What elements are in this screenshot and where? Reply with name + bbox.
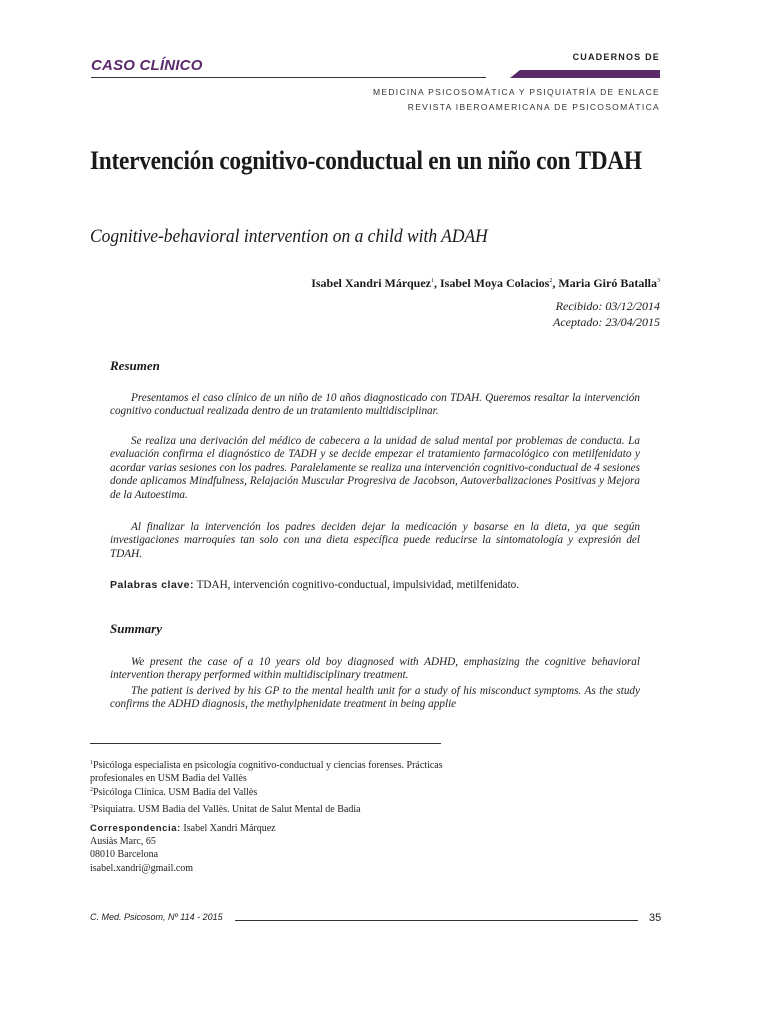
author-mark: 3 — [657, 278, 660, 284]
footnote-text: Psicóloga Clínica. USM Badia del Vallès — [93, 787, 258, 798]
keywords — [110, 579, 650, 591]
journal-subtitle-1: MEDICINA PSICOSOMÁTICA Y PSIQUIATRÍA DE ENLACE — [373, 87, 660, 97]
footer-citation: C. Med. Psicosom, Nº 114 - 2015 — [90, 912, 223, 922]
footer-divider — [235, 920, 638, 921]
footnote-mark: 3 — [90, 804, 93, 810]
correspondence — [90, 822, 276, 875]
abstract-paragraph: Al finalizar la intervención los padres deciden dejar la medicación y basarse en la dieta, ya que según investigaciones marroquíes tan solo con una dieta específica puede reducirse la sintomatología y expresión del TDAH. — [110, 521, 640, 560]
keywords-text: TDAH, intervención cognitivo-conductual, impulsividad, metilfenidato. — [196, 579, 520, 591]
author-name: Maria Giró Batalla — [558, 276, 657, 290]
correspondence-label: Correspondencia: — [90, 823, 181, 834]
author-list: Isabel Xandri Márquez$^1$, Isabel Moya Colacios$^2$, Maria Giró Batalla$^3$ — [311, 276, 660, 290]
correspondence-name: Isabel Xandri Márquez — [183, 823, 276, 834]
footnote — [90, 784, 450, 799]
footnote — [90, 757, 450, 785]
footnote-text: Psiquiatra. USM Badia del Vallès. Unitat de Salut Mental de Badia — [93, 804, 361, 815]
page-number: 35 — [649, 912, 662, 924]
article-subtitle: Cognitive-behavioral intervention on a child with ADAH — [90, 226, 488, 247]
summary-paragraph: The patient is derived by his GP to the mental health unit for a study of his misconduct symptoms. As the study confirms the ADHD diagnosis, the methylphenidate treatment in being applie — [110, 685, 640, 711]
author-name: Isabel Xandri Márquez — [311, 276, 431, 290]
author-mark: 2 — [549, 278, 553, 284]
correspondence-address: Ausiàs Marc, 65 — [90, 836, 156, 848]
summary-heading: Summary — [110, 621, 163, 636]
journal-subtitle-2: REVISTA IBEROAMERICANA DE PSICOSOMÁTICA — [407, 102, 660, 112]
section-label: CASO CLÍNICO — [91, 57, 203, 74]
abstract-paragraph: Se realiza una derivación del médico de cabecera a la unidad de salud mental por problemas de conducta. La evaluación confirma el diagnóstico de TADH y se decide empezar el tratamiento farmacológico con metilfenidato y acordar varias sesiones con los padres. Paralelamente se realiza una intervención cognitivo-conductual de 4 sesiones donde aplicamos Mindfulness, Relajación Muscular Progresiva de Jacobson, Autoverbalizaciones Positivas y Mejora de la Autoestima. — [110, 435, 640, 501]
footnote — [90, 801, 450, 816]
abstract-paragraph: Presentamos el caso clínico de un niño de 10 años diagnosticado con TDAH. Queremos resaltar la intervención cognitivo conductual realizada dentro de un tratamiento multidisciplinar. — [110, 392, 640, 418]
abstract-heading: Resumen — [110, 358, 160, 373]
footnote-text: Psicóloga especialista en psicología cognitivo-conductual y ciencias forenses. Prácticas profesionales en USM Badia del Vallès — [90, 760, 443, 785]
journal-name: CUADERNOS DE — [572, 52, 660, 62]
article-title: Intervención cognitivo-conductual en un niño con TDAH — [90, 145, 642, 175]
summary-paragraph: We present the case of a 10 years old boy diagnosed with ADHD, emphasizing the cognitive behavioral intervention therapy performed within multidisciplinary treatment. — [110, 656, 640, 682]
author-mark: 1 — [431, 278, 434, 284]
header-divider — [91, 77, 486, 78]
footnote-mark: 2 — [90, 787, 93, 793]
footnote-divider — [90, 743, 441, 744]
accepted-date: Aceptado: 23/04/2015 — [553, 315, 660, 329]
received-date: Recibido: 03/12/2014 — [555, 299, 660, 313]
correspondence-email: isabel.xandri@gmail.com — [90, 862, 194, 874]
footnote-mark: 1 — [90, 760, 93, 766]
keywords-label: Palabras clave: — [110, 579, 194, 591]
author-name: Isabel Moya Colacios — [440, 276, 550, 290]
journal-accent-band — [510, 70, 660, 78]
correspondence-city: 08010 Barcelona — [90, 849, 159, 861]
